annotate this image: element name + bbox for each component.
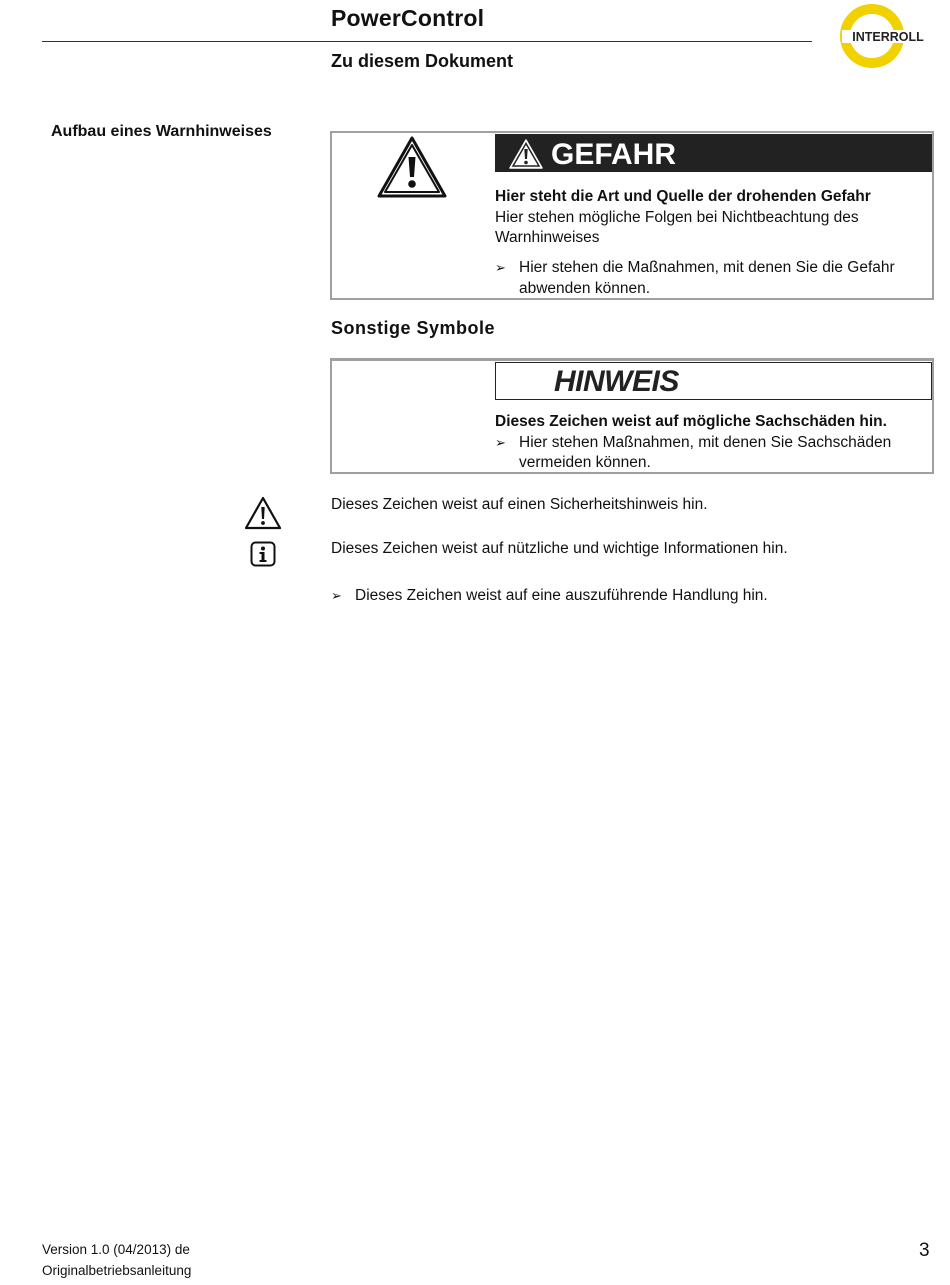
signal-word-danger: GEFAHR [551, 138, 677, 171]
info-icon [250, 541, 276, 567]
header-rule [42, 41, 812, 42]
footer-doc-type: Originalbetriebsanleitung [42, 1263, 192, 1278]
danger-consequences: Hier stehen mögliche Folgen bei Nichtbeachtung des Warnhinweises [495, 208, 859, 246]
danger-measure-text: Hier stehen die Maßnahmen, mit denen Sie die Gefahr abwenden können. [519, 259, 895, 297]
safety-symbol-text: Dieses Zeichen weist auf einen Sicherheitshinweis hin. [331, 496, 708, 513]
section-title: Zu diesem Dokument [331, 51, 514, 71]
logo-text: INTERROLL [852, 30, 924, 44]
notice-measure-text: Hier stehen Maßnahmen, mit denen Sie Sachschäden vermeiden können. [519, 433, 892, 471]
warning-triangle-icon [376, 135, 448, 199]
notice-signal-bar [495, 362, 932, 400]
danger-headline: Hier steht die Art und Quelle der drohenden Gefahr [495, 188, 871, 205]
warning-triangle-icon [508, 138, 544, 170]
danger-signal-bar [495, 134, 932, 172]
bullet-arrow-icon: ➢ [495, 260, 506, 275]
footer-info [42, 1239, 191, 1281]
action-symbol-text: Dieses Zeichen weist auf eine auszuführende Handlung hin. [355, 587, 768, 604]
bullet-arrow-icon: ➢ [331, 588, 342, 603]
footer-version: Version 1.0 (04/2013) de [42, 1242, 190, 1257]
action-symbol-line [331, 586, 891, 606]
notice-description [495, 412, 929, 474]
signal-word-notice: HINWEIS [554, 365, 679, 398]
info-symbol-text: Dieses Zeichen weist auf nützliche und wichtige Informationen hin. [331, 540, 788, 557]
interroll-logo [838, 3, 938, 69]
notice-box [330, 358, 934, 474]
danger-measure [495, 258, 929, 299]
side-heading: Aufbau eines Warnhinweises [51, 123, 272, 140]
doc-title: PowerControl [331, 5, 485, 31]
page-number: 3 [919, 1240, 930, 1261]
notice-headline: Dieses Zeichen weist auf mögliche Sachschäden hin. [495, 413, 887, 430]
other-symbols-heading: Sonstige Symbole [331, 318, 496, 338]
bullet-arrow-icon: ➢ [495, 434, 506, 450]
danger-description [495, 187, 925, 249]
danger-warning-box [330, 131, 934, 300]
safety-warning-icon [244, 496, 282, 530]
